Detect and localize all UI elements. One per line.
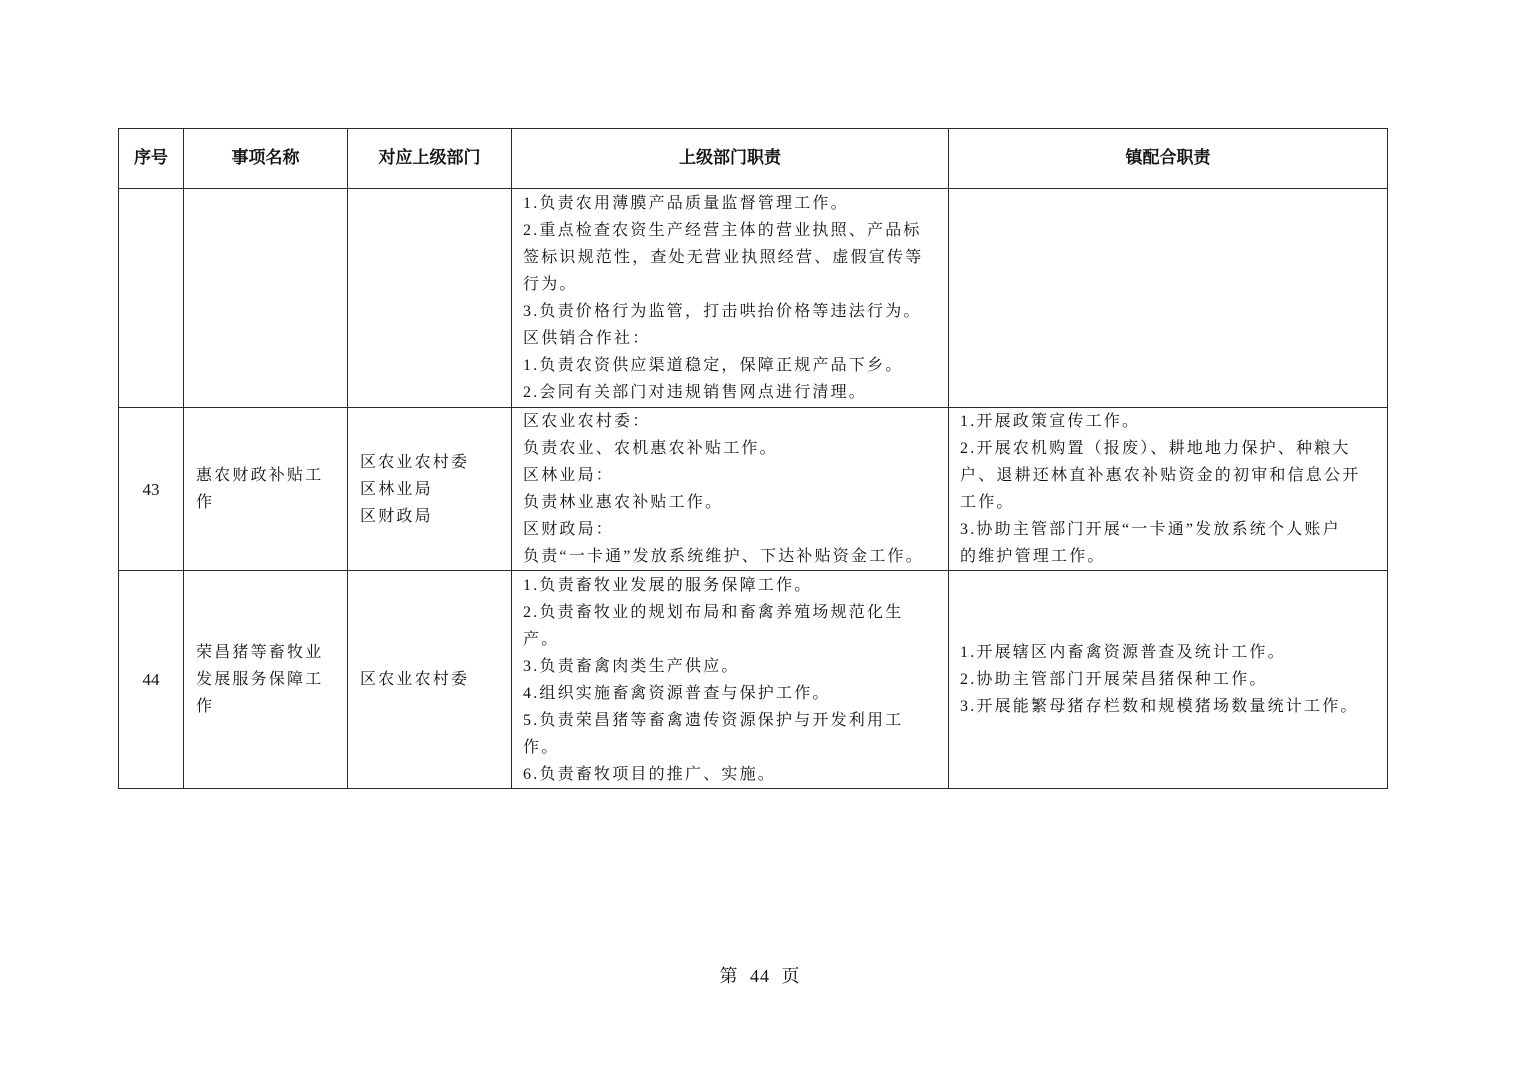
- item-name-cell: [184, 408, 348, 571]
- town-duty-line: 1.开展政策宣传工作。: [960, 413, 1141, 430]
- responsibility-table: [118, 128, 1388, 789]
- item-name-line: 作: [196, 494, 215, 511]
- table-row: [119, 408, 1388, 571]
- header-superior-duty: 上级部门职责: [512, 129, 949, 189]
- duty-line: 行为。: [523, 276, 578, 293]
- town-duty-line: 2.开展农机购置（报废）、耕地地力保护、种粮大: [960, 440, 1351, 457]
- duty-line: 6.负责畜牧项目的推广、实施。: [523, 765, 777, 783]
- superior-dept-cell: [348, 571, 512, 789]
- seq-cell: 44: [119, 571, 184, 789]
- item-name-line: 惠农财政补贴工: [196, 467, 324, 484]
- superior-duty-cell: [512, 189, 949, 408]
- item-name-cell: [184, 571, 348, 789]
- town-duty-cell: [949, 189, 1388, 408]
- seq-cell: 43: [119, 408, 184, 571]
- dept-line: 区农业农村委: [360, 453, 470, 471]
- town-duty-line: 户、退耕还林直补惠农补贴资金的初审和信息公开: [960, 467, 1361, 484]
- table-row: [119, 571, 1388, 789]
- duty-line: 区财政局：: [523, 521, 615, 538]
- town-duty-line: 3.协助主管部门开展“一卡通”发放系统个人账户: [960, 521, 1341, 538]
- town-duty-cell: [949, 571, 1388, 789]
- duty-line: 5.负责荣昌猪等畜禽遗传资源保护与开发利用工: [523, 711, 904, 729]
- town-duty-cell: [949, 408, 1388, 571]
- dept-line: 区财政局: [360, 507, 433, 525]
- duty-line: 1.负责农资供应渠道稳定，保障正规产品下乡。: [523, 357, 904, 374]
- town-duty-line: 的维护管理工作。: [960, 548, 1106, 565]
- duty-line: 负责农业、农机惠农补贴工作。: [523, 440, 778, 457]
- superior-dept-cell: [348, 408, 512, 571]
- header-superior-dept: 对应上级部门: [348, 129, 512, 189]
- duty-line: 作。: [523, 738, 560, 756]
- dept-line: 区农业农村委: [360, 671, 470, 688]
- duty-line: 4.组织实施畜禽资源普查与保护工作。: [523, 684, 831, 702]
- seq-cell: [119, 189, 184, 408]
- duty-line: 3.负责价格行为监管，打击哄抬价格等违法行为。: [523, 303, 922, 320]
- item-name-line: 荣昌猪等畜牧业: [196, 644, 324, 661]
- item-name-cell: [184, 189, 348, 408]
- header-item-name: 事项名称: [184, 129, 348, 189]
- item-name-line: 作: [196, 698, 215, 715]
- town-duty-line: 3.开展能繁母猪存栏数和规模猪场数量统计工作。: [960, 698, 1359, 715]
- duty-line: 1.负责畜牧业发展的服务保障工作。: [523, 576, 813, 594]
- duty-line: 负责林业惠农补贴工作。: [523, 494, 724, 511]
- duty-line: 1.负责农用薄膜产品质量监督管理工作。: [523, 195, 849, 212]
- duty-line: 区农业农村委：: [523, 413, 651, 430]
- dept-line: 区林业局: [360, 480, 433, 498]
- duty-line: 2.重点检查农资生产经营主体的营业执照、产品标: [523, 222, 922, 239]
- duty-line: 签标识规范性，查处无营业执照经营、虚假宣传等: [523, 249, 924, 266]
- duty-line: 区供销合作社：: [523, 330, 651, 347]
- duty-line: 2.负责畜牧业的规划布局和畜禽养殖场规范化生: [523, 603, 904, 621]
- page-number: 第 44 页: [719, 966, 801, 986]
- header-town-duty: 镇配合职责: [949, 129, 1388, 189]
- duty-line: 3.负责畜禽肉类生产供应。: [523, 657, 740, 675]
- town-duty-line: 2.协助主管部门开展荣昌猪保种工作。: [960, 671, 1268, 688]
- duty-line: 2.会同有关部门对违规销售网点进行清理。: [523, 384, 868, 401]
- town-duty-line: 1.开展辖区内畜禽资源普查及统计工作。: [960, 644, 1286, 661]
- header-row: [119, 129, 1388, 189]
- header-seq: 序号: [119, 129, 184, 189]
- duty-line: 产。: [523, 630, 560, 648]
- duty-line: 负责“一卡通”发放系统维护、下达补贴资金工作。: [523, 548, 924, 565]
- superior-dept-cell: [348, 189, 512, 408]
- duty-line: 区林业局：: [523, 467, 615, 484]
- superior-duty-cell: [512, 571, 949, 789]
- town-duty-line: 工作。: [960, 494, 1015, 511]
- table-row: [119, 189, 1388, 408]
- superior-duty-cell: [512, 408, 949, 571]
- item-name-line: 发展服务保障工: [196, 671, 324, 688]
